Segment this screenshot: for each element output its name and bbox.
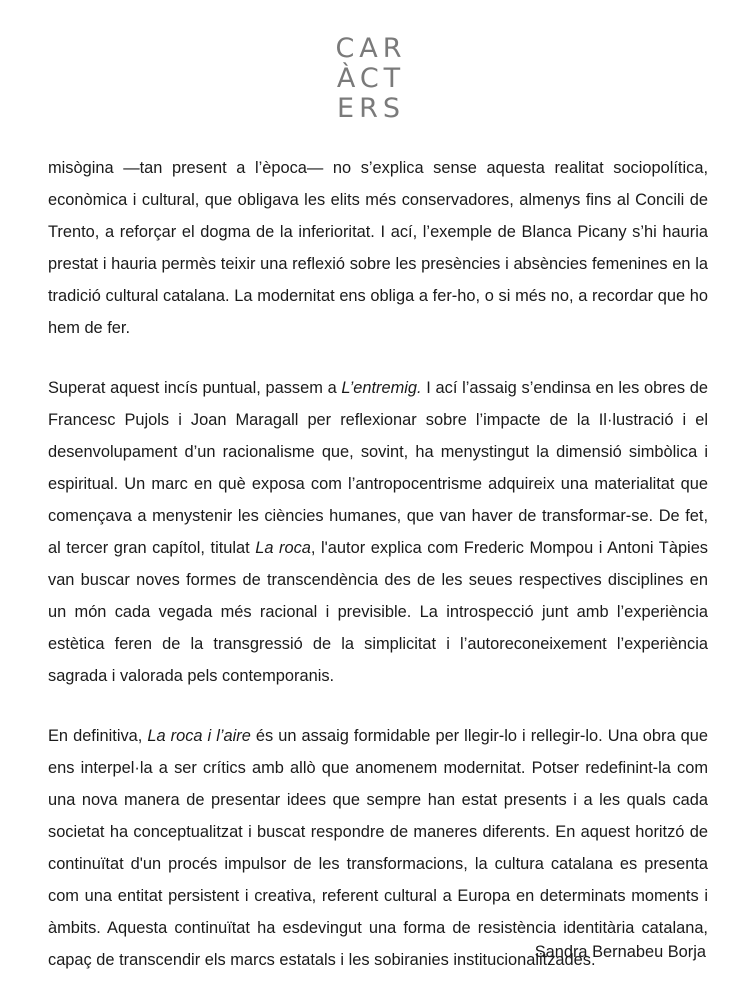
paragraph-text: En definitiva, (48, 727, 148, 745)
paragraph-text: I ací l’assaig s’endinsa en les obres de Francesc Pujols i Joan Maragall per reflexionar sobre l’impacte de la Il·lustració i el desenvolupament d’un racionalisme que, sovint, ha menystingut la dimensió simbòlica i espiritual. Un marc en què exposa com l’antropocentrisme adquireix una materialitat que començava a menystenir les ciències humanes, que van haver de transformar-se. De fet, al tercer gran capítol, titulat (48, 379, 708, 557)
paragraph-text: Superat aquest incís puntual, passem a (48, 379, 342, 397)
paragraph-3 (48, 720, 708, 976)
logo-line-3: ERS (337, 93, 405, 124)
caracters-logo (0, 34, 742, 124)
italic-title-la-roca: La roca (255, 539, 311, 557)
paragraph-1 (48, 152, 708, 344)
italic-title-lentremig: L’entremig. (341, 379, 422, 397)
article-body (48, 152, 708, 1004)
paragraph-2 (48, 372, 708, 692)
paragraph-text: misògina —tan present a l’època— no s’explica sense aquesta realitat sociopolítica, econòmica i cultural, que obligava les elits més conservadores, almenys fins al Concili de Trento, a reforçar el dogma de la inferioritat. I ací, l’exemple de Blanca Picany s’hi hauria prestat i hauria permès teixir una reflexió sobre les presències i absències femenines en la tradició cultural catalana. La modernitat ens obliga a fer-ho, o si més no, a recordar que ho hem de fer. (48, 159, 708, 337)
logo-line-2: ÀCT (336, 63, 406, 94)
paragraph-text: és un assaig formidable per llegir-lo i rellegir-lo. Una obra que ens interpel·la a ser crítics amb allò que anomenem modernitat. Potser redefinint-la com una nova manera de presentar idees que sempre han estat presents i a les quals cada societat ha conceptualitzat i buscat respondre de maneres diferents. En aquest horitzó de continuïtat d'un procés impulsor de les transformacions, la cultura catalana es presenta com una entitat persistent i creativa, referent cultural a Europa en determinats moments i àmbits. Aquesta continuïtat ha esdevingut una forma de resistència identitària catalana, capaç de transcendir els marcs estatals i les sobiranies institucionalitzades. (48, 727, 708, 969)
italic-title-la-roca-i-laire: La roca i l’aire (147, 727, 251, 745)
author-signature: Sandra Bernabeu Borja (534, 943, 706, 961)
logo-line-1: CAR (335, 33, 407, 64)
paragraph-text: , l'autor explica com Frederic Mompou i Antoni Tàpies van buscar noves formes de transcendència des de les seues respectives disciplines en un món cada vegada més racional i previsible. La introspecció junt amb l’experiència estètica feren de la transgressió de la simplicitat i l’autoreconeixement l’experiència sagrada i valorada pels contemporanis. (48, 539, 709, 685)
